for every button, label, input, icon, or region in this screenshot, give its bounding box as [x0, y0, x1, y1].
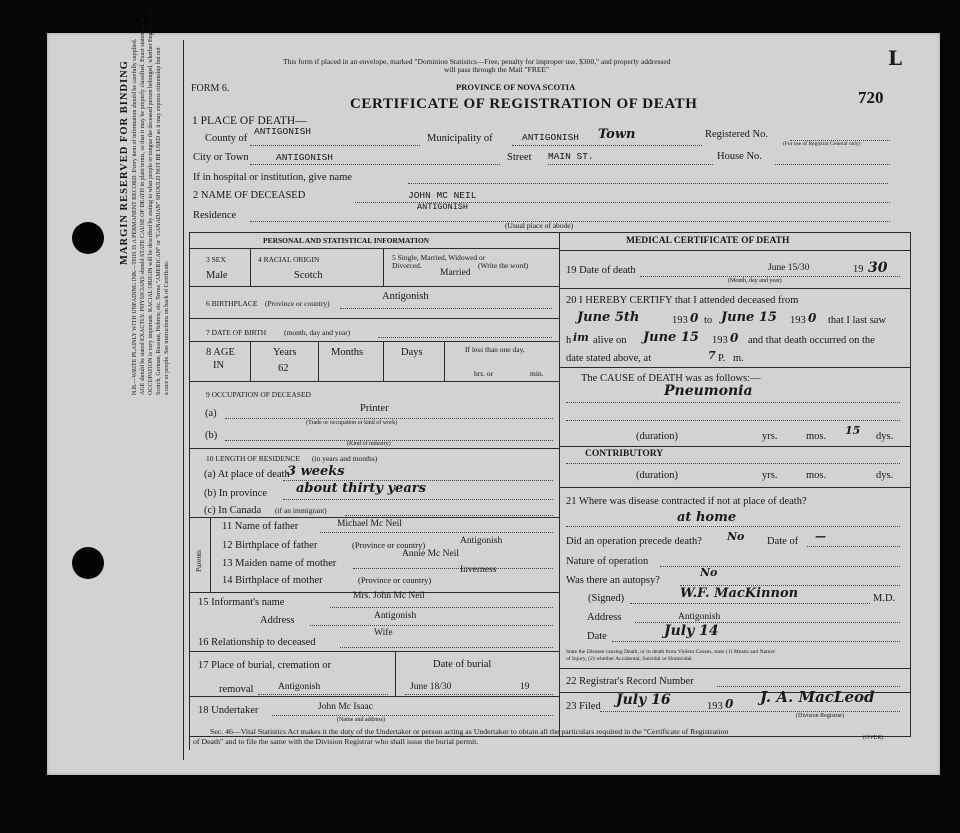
- date-stated: date stated above, at: [566, 353, 652, 364]
- mother-value: Annie Mc Neil: [402, 549, 459, 559]
- alive-hand: im: [573, 331, 589, 344]
- mother-line: [353, 568, 553, 569]
- hrs-label: hrs. or: [474, 369, 494, 378]
- nature-line: [660, 566, 900, 567]
- place-heading: 1 PLACE OF DEATH—: [192, 115, 307, 127]
- occ-b: (b): [205, 430, 218, 441]
- duration-days-hand: 15: [845, 424, 861, 437]
- filed-year: 193: [707, 701, 723, 712]
- county-line: [250, 145, 420, 146]
- yrs-label-1: yrs.: [762, 431, 778, 442]
- father-bp-note: (Province or country): [352, 540, 426, 550]
- mail-notice-2: will pass through the Mail "FREE": [444, 65, 550, 74]
- occurred-text: and that death occurred on the: [748, 335, 875, 346]
- res-a-label: (a) At place of death: [204, 469, 290, 480]
- footer-sec-2: of Death" and to file the same with the Division Registrar who shall issue the burial permit.: [193, 737, 479, 746]
- operation-date-hand: —: [815, 530, 826, 543]
- years-label: Years: [273, 347, 297, 358]
- county-label: County of: [205, 133, 248, 144]
- date-death-year-prefix: 19: [853, 264, 864, 275]
- municipality-hand: Town: [598, 127, 636, 142]
- binding-rule: [183, 40, 184, 760]
- violence-note-2: of Injury, (2) whether Accidental, Suicidal or Homicidal.: [566, 656, 694, 662]
- dob-label: 7 DATE OF BIRTH: [206, 328, 267, 337]
- duration-label-2: (duration): [636, 470, 678, 481]
- burial-date-line: [405, 694, 553, 695]
- to-hand: June 15: [721, 310, 777, 325]
- municipality-value: ANTIGONISH: [522, 132, 580, 143]
- days-label: Days: [401, 347, 423, 358]
- from-year-hand: 0: [690, 311, 699, 325]
- certify-text: 20 I HEREBY CERTIFY that I attended deceased from: [566, 295, 799, 306]
- marital-label-2: Divorced.: [392, 261, 422, 270]
- dys-label-2: dys.: [876, 470, 894, 481]
- occ-a: (a): [205, 408, 217, 419]
- name-value: JOHN MC NEIL: [408, 190, 477, 201]
- municipality-label: Municipality of: [427, 133, 493, 144]
- rule-l4: [189, 341, 559, 342]
- cause-line-1: [566, 402, 900, 403]
- burial-date-value: June 18/30: [410, 682, 452, 692]
- margin-line-2: AGE should be stated EXACTLY. PHYSICIANS should STATE CAUSE OF DEATH in plain terms, so that it may be properly classified. Exact statement of: [140, 17, 146, 395]
- age-label-1: 8 AGE: [206, 347, 235, 358]
- date-death-value: June 15/30: [768, 263, 810, 273]
- rule-parents: [210, 517, 211, 592]
- date-death-line: [640, 276, 900, 277]
- rule-r6: [559, 668, 910, 669]
- house-label: House No.: [717, 151, 762, 162]
- rule-r2: [559, 288, 910, 289]
- autopsy-label: Was there an autopsy?: [566, 575, 660, 586]
- address-line: [310, 625, 553, 626]
- res-b-line: [283, 499, 553, 500]
- violence-note-1: State the Disease causing Death, or in death from Violent Causes, state (1) Means and Nature: [566, 649, 775, 655]
- parents-label: Parents: [194, 549, 203, 572]
- grid-top-rule: [189, 232, 911, 233]
- footer-sec-1: Sec. 46—Vital Statistics Act makes it the duty of the Undertaker or person acting as Undertaker to obtain all the particulars required in the "Certificate of Registration: [210, 727, 729, 736]
- dys-label-1: dys.: [876, 431, 894, 442]
- street-label: Street: [507, 152, 532, 163]
- address-value: Antigonish: [374, 611, 417, 621]
- med-address-label: Address: [587, 612, 622, 623]
- father-line: [320, 532, 553, 533]
- binding-label: MARGIN RESERVED FOR BINDING: [119, 60, 130, 265]
- alive-hand-date: June 15: [643, 330, 699, 345]
- hospital-line: [408, 183, 888, 184]
- date-death-label: 19 Date of death: [566, 265, 636, 276]
- time-hand: 7: [708, 349, 716, 362]
- burial-label-1: 17 Place of burial, cremation or: [198, 660, 331, 671]
- alive-on: alive on: [593, 335, 627, 346]
- alive-year-hand: 0: [730, 331, 739, 345]
- rule-r3: [559, 367, 910, 368]
- last-saw: that I last saw: [828, 315, 887, 326]
- address-label: Address: [260, 615, 295, 626]
- burial-line: [258, 694, 388, 695]
- burial-year: 19: [520, 682, 530, 692]
- months-label: Months: [331, 347, 364, 358]
- from-year: 193: [672, 315, 688, 326]
- street-line: [548, 164, 713, 165]
- registered-no-label: Registered No.: [705, 129, 768, 140]
- mos-label-1: mos.: [806, 431, 827, 442]
- street-value: MAIN ST.: [548, 151, 594, 162]
- father-label: 11 Name of father: [222, 521, 299, 532]
- birthplace-line: [340, 308, 552, 309]
- residence-length-label: 10 LENGTH OF RESIDENCE: [206, 454, 300, 463]
- registrar-record-label: 22 Registrar's Record Number: [566, 676, 694, 687]
- date-death-note: (Month, day and year): [728, 278, 782, 284]
- sex-label: 3 SEX: [206, 255, 226, 264]
- cause-label: The CAUSE of DEATH was as follows:—: [581, 373, 761, 384]
- rule-age-3: [383, 341, 384, 381]
- hospital-label: If in hospital or institution, give name: [193, 172, 352, 183]
- rule-l10: [189, 696, 559, 697]
- date-sign-hand: July 14: [664, 623, 719, 639]
- signed-hand: W.F. MacKinnon: [680, 586, 799, 601]
- rule-l2: [189, 286, 559, 287]
- contracted-hand: at home: [677, 510, 737, 525]
- residence-length-note: (in years and months): [312, 454, 378, 463]
- from-hand: June 5th: [577, 310, 640, 325]
- undertaker-line: [272, 715, 553, 716]
- med-address-value: Antigonish: [678, 612, 721, 622]
- res-c-line: [345, 515, 553, 516]
- father-value: Michael Mc Neil: [337, 519, 402, 529]
- mother-bp-label: 14 Birthplace of mother: [222, 575, 323, 586]
- dob-line: [378, 337, 552, 338]
- rule-age-1: [250, 341, 251, 381]
- burial-date-label: Date of burial: [433, 659, 492, 670]
- personal-heading: PERSONAL AND STATISTICAL INFORMATION: [263, 236, 430, 245]
- undertaker-note: (Name and address): [337, 717, 385, 723]
- contracted-label: 21 Where was disease contracted if not at place of death?: [566, 496, 807, 507]
- racial-label: 4 RACIAL ORIGIN: [258, 255, 320, 264]
- margin-line-3: OCCUPATION is very important. RACIAL ORIGIN will be described by stating to what people or tongue the deceased person belonged, whether English, Irish,: [148, 8, 154, 395]
- res-b-label: (b) In province: [204, 488, 267, 499]
- alive-prefix: h: [566, 335, 572, 346]
- res-b-value: about thirty years: [296, 481, 426, 496]
- rule-r1: [559, 250, 910, 251]
- relationship-value: Wife: [374, 628, 393, 638]
- age-label-2: IN: [213, 360, 225, 371]
- autopsy-hand: No: [700, 566, 718, 579]
- rule-l9: [189, 651, 559, 652]
- registered-no-note: (For use of Registrar General only): [783, 141, 861, 147]
- res-c-label: (c) In Canada: [204, 505, 262, 516]
- occ-b-note: (Kind of industry): [347, 441, 391, 447]
- to-year-hand: 0: [808, 311, 817, 325]
- father-bp-label: 12 Birthplace of father: [222, 540, 318, 551]
- margin-line-4: Scotch, German, Russian, Hebrew, etc. Terms "AMERICAN" or "CANADIAN" SHOULD NOT BE USED as it may express citizenship but not: [156, 47, 162, 395]
- birthplace-value: Antigonish: [382, 291, 429, 302]
- form-number: FORM 6.: [191, 83, 230, 94]
- rule-race: [383, 248, 384, 286]
- relationship-label: 16 Relationship to deceased: [198, 637, 316, 648]
- occ-a-line: [225, 418, 553, 419]
- registrar-hand: J. A. MacLeod: [760, 688, 875, 706]
- undertaker-label: 18 Undertaker: [198, 705, 259, 716]
- date-sign-line: [612, 641, 900, 642]
- mother-bp-note: (Province or country): [358, 575, 432, 585]
- sex-value: Male: [206, 270, 228, 281]
- duration-label-1: (duration): [636, 431, 678, 442]
- medical-heading: MEDICAL CERTIFICATE OF DEATH: [626, 236, 790, 246]
- municipality-line: [512, 145, 702, 146]
- filed-year-hand: 0: [725, 697, 734, 711]
- relationship-line: [340, 647, 553, 648]
- rule-age-2: [318, 341, 319, 381]
- marital-value: Married: [440, 268, 471, 278]
- county-value: ANTIGONISH: [254, 126, 312, 137]
- registrar-record-line: [717, 686, 900, 687]
- birthplace-note: (Province or country): [265, 299, 330, 308]
- binder-hole-top: [72, 222, 104, 254]
- operation-date-line: [807, 546, 900, 547]
- residence-value: ANTIGONISH: [417, 202, 469, 212]
- informant-label: 15 Informant's name: [198, 597, 285, 608]
- signed-label: (Signed): [588, 593, 625, 604]
- city-label: City or Town: [193, 152, 249, 163]
- mother-bp-value: Inverness: [460, 565, 497, 575]
- years-value: 62: [278, 363, 289, 374]
- margin-line-5: a race or people. See instructions on back of Certificate.: [164, 260, 170, 395]
- contributory-label: CONTRIBUTORY: [585, 449, 664, 459]
- nature-label: Nature of operation: [566, 556, 649, 567]
- burial-label-2: removal: [219, 684, 254, 695]
- rule-burial: [395, 651, 396, 696]
- res-a-value: 3 weeks: [287, 464, 345, 479]
- province-heading: PROVINCE OF NOVA SCOTIA: [456, 82, 576, 92]
- cause-line-2: [566, 420, 900, 421]
- signed-line: [630, 603, 870, 604]
- res-c-note: (if an immigrant): [275, 506, 327, 515]
- rule-l1: [189, 248, 559, 249]
- birthplace-label: 6 BIRTHPLACE: [206, 299, 258, 308]
- md-label: M.D.: [873, 593, 896, 604]
- less-label: If less than one day,: [465, 345, 525, 354]
- occupation-label: 9 OCCUPATION OF DECEASED: [206, 390, 311, 399]
- rule-l7: [189, 517, 559, 518]
- binder-hole-bottom: [72, 547, 104, 579]
- residence-note: (Usual place of abode): [505, 221, 574, 230]
- grid-middle-rule: [559, 232, 560, 736]
- filed-label: 23 Filed: [566, 701, 601, 712]
- footer-over: (OVER): [863, 735, 884, 741]
- operation-hand: No: [727, 530, 745, 543]
- date-death-year-hand: 30: [868, 260, 888, 276]
- certificate-title: CERTIFICATE OF REGISTRATION OF DEATH: [350, 96, 698, 112]
- registrar-note: (Division Registrar): [796, 713, 845, 719]
- dob-note: (month, day and year): [284, 328, 351, 337]
- rule-l5: [189, 381, 559, 382]
- corner-mark: L: [888, 46, 903, 70]
- cause-hand: Pneumonia: [664, 383, 753, 399]
- residence-label: Residence: [193, 210, 237, 221]
- undertaker-value: John Mc Isaac: [318, 702, 373, 712]
- to-year: 193: [790, 315, 806, 326]
- city-line: [250, 164, 500, 165]
- grid-left-rule: [189, 232, 190, 750]
- operation-date-label: Date of: [767, 536, 799, 547]
- date-sign-label: Date: [587, 631, 607, 642]
- rule-age-4: [444, 341, 445, 381]
- rule-l6: [189, 448, 559, 449]
- mos-label-2: mos.: [806, 470, 827, 481]
- filed-line: [600, 711, 900, 712]
- operation-label: Did an operation precede death?: [566, 536, 702, 547]
- rule-r4: [559, 446, 910, 447]
- mother-label: 13 Maiden name of mother: [222, 558, 337, 569]
- rule-sex: [250, 248, 251, 286]
- margin-line-1: N.B.—WRITE PLAINLY WITH UNFADING INK—THIS IS A PERMANENT RECORD. Every item of information should be carefully supplied.: [132, 38, 138, 395]
- marital-label-1: 5 Single, Married, Widowed or: [392, 253, 486, 262]
- filed-hand: July 16: [616, 692, 671, 708]
- marital-note: (Write the word): [478, 261, 529, 270]
- m-label: m.: [733, 353, 744, 364]
- rule-r5: [559, 487, 910, 488]
- occ-value: Printer: [360, 403, 389, 414]
- burial-value: Antigonish: [278, 682, 321, 692]
- to-label: to: [704, 315, 713, 326]
- contracted-line: [566, 526, 900, 527]
- city-value: ANTIGONISH: [276, 152, 334, 163]
- yrs-label-2: yrs.: [762, 470, 778, 481]
- registration-number: 720: [858, 88, 884, 107]
- informant-line: [330, 607, 553, 608]
- name-label: 2 NAME OF DECEASED: [193, 190, 306, 201]
- contributory-line: [566, 463, 900, 464]
- father-bp-value: Antigonish: [460, 536, 503, 546]
- informant-value: Mrs. John Mc Neil: [353, 591, 425, 601]
- racial-value: Scotch: [294, 270, 323, 281]
- grid-right-rule: [910, 232, 911, 736]
- mail-notice-1: This form if placed in an envelope, marked "Dominion Statistics—Free, penalty for improper use, $300," and properly addressed: [283, 57, 671, 66]
- occ-a-note: (Trade or occupation or kind of work): [306, 420, 398, 426]
- alive-year: 193: [712, 335, 728, 346]
- p-label: P.: [718, 353, 726, 364]
- house-line: [775, 164, 890, 165]
- rule-l3: [189, 318, 559, 319]
- min-label: min.: [530, 369, 544, 378]
